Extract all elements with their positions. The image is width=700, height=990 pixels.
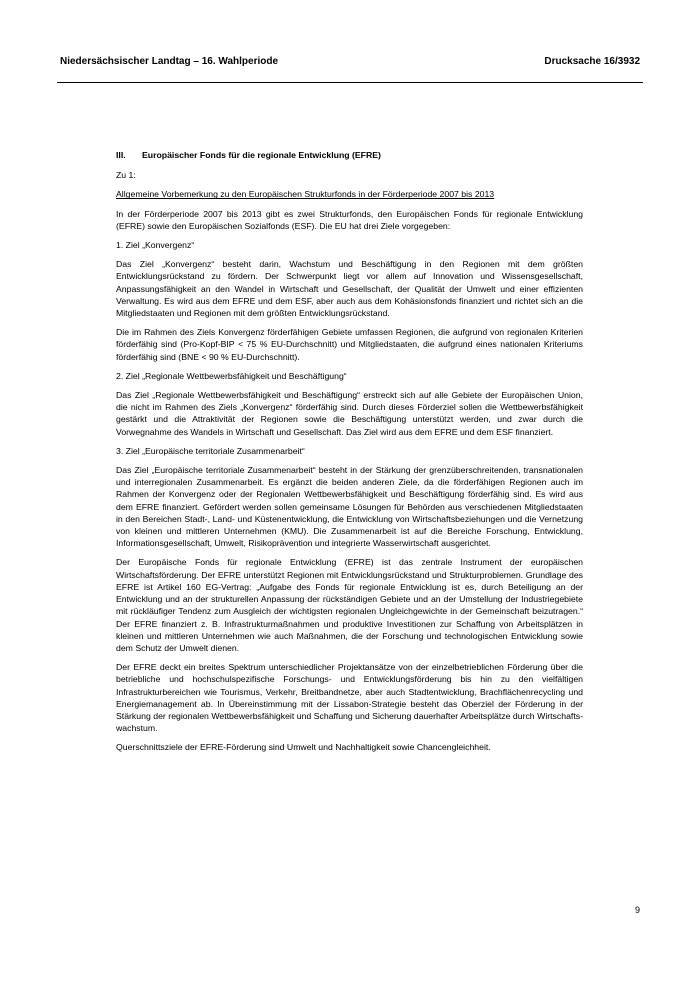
header-parliament-title: Niedersächsischer Landtag – 16. Wahlperiode: [60, 56, 279, 67]
header-document-number: Drucksache 16/3932: [544, 56, 640, 67]
zu-label: Zu 1:: [116, 170, 136, 181]
document-body: [116, 149, 583, 761]
paragraph: Der EFRE deckt ein breites Spektrum unterschiedlicher Projektansätze von der einzelbetrieblichen Förderung über die betriebliche und hochschulspezifische Forschungs- und Entwicklungsförderung bis hin zu den vielfältigen Infrastrukturbereichen wie Tourismus, Verkehr, Breitbandnetze, aber auch Stadtentwicklung, Brachflächenrecycling und Energiemanagement ab. In Übereinstimmung mit der Lissabon-Strategie besteht das Oberziel der Förderung in der Stärkung der regionalen Wettbewerbsfähigkeit und Schaffung und Sicherung dauerhafter Arbeitsplätze durch Wirtschaftswachstum.: [116, 662, 583, 734]
section-title: Europäischer Fonds für die regionale Entwicklung (EFRE): [142, 150, 381, 160]
section-heading: [116, 149, 583, 161]
paragraph: Der Europäische Fonds für regionale Entwicklung (EFRE) ist das zentrale Instrument der europäischen Wirtschaftsförderung. Der EFRE unterstützt Regionen mit Entwicklungsrückstand und Strukturproblemen. Grundlage des EFRE ist Artikel 160 EG-Vertrag: „Aufgabe des Fonds für regionale Entwicklung ist es, durch Beteiligung an der Entwicklung und an der strukturellen Anpassung der rückständigen Gebiete und an der Umstellung der Industriegebiete mit rückläufiger Tendenz zum Ausgleich der wichtigsten regionalen Ungleichgewichte in der Gemeinschaft beizutragen.“ Der EFRE finanziert z. B. Infrastrukturmaßnahmen und produktive Investitionen zur Schaffung von Arbeitsplätzen in kleinen und mittleren Unternehmen wie auch Maßnahmen, die der Forschung und technologischen Entwicklung sowie dem Schutz der Umwelt dienen.: [116, 557, 583, 653]
goal-heading-convergence: 1. Ziel „Konvergenz“: [116, 240, 195, 251]
paragraph: In der Förderperiode 2007 bis 2013 gibt es zwei Strukturfonds, den Europäischen Fonds für regionale Entwicklung (EFRE) sowie den Europäischen Sozialfonds (ESF). Die EU hat drei Ziele vorgegeben:: [116, 208, 583, 231]
header-divider: [57, 82, 643, 83]
paragraph: Das Ziel „Konvergenz“ besteht darin, Wachstum und Beschäftigung in den Regionen mit dem größten Entwicklungsrückstand zu fördern. Der Schwerpunkt liegt vor allem auf Innovation und Wissensgesellschaft, Anpassungsfähigkeit an den Wandel in Wirtschaft und Gesellschaft, der Qualität der Umwelt und einer effizienten Verwaltung. Es wird aus dem EFRE und dem ESF, aber auch aus dem Kohäsionsfonds finanziert und richtet sich an die Mitgliedstaaten und Regionen mit dem größten Entwicklungsrückstand.: [116, 259, 583, 319]
paragraph: Die im Rahmen des Ziels Konvergenz förderfähigen Gebiete umfassen Regionen, die aufgrund von regionalen Kriterien förderfähig sind (Pro-Kopf-BIP < 75 % EU-Durchschnitt) und Mitgliedstaaten, die aufgrund eines nationalen Kriteriums förderfähig sind (BNE < 90 % EU-Durchschnitt).: [116, 327, 583, 362]
section-number: III.: [116, 150, 126, 160]
paragraph: Das Ziel „Europäische territoriale Zusammenarbeit“ besteht in der Stärkung der grenzüberschreitenden, transnationalen und interregionalen Zusammenarbeit. Es ergänzt die beiden anderen Ziele, da die förderfähigen Regionen auch im Rahmen der Konvergenz oder der Regionalen Wettbewerbsfähigkeit und Beschäftigung förderfähig sind. Es wird aus dem EFRE finanziert. Gefördert werden sollen gemeinsame Lösungen für Behörden aus verschiedenen Mitgliedstaaten in den Bereichen Stadt-, Land- und Küstenentwicklung, die Entwicklung von Wirtschaftsbeziehungen und die Vernetzung von kleinen und mittleren Unternehmen (KMU). Die Zusammenarbeit ist auf die Bereiche Forschung, Entwicklung, Informationsgesellschaft, Umwelt, Risikoprävention und integrierte Wasserwirtschaft ausgerichtet.: [116, 465, 583, 549]
page-number: 9: [634, 905, 640, 915]
goal-heading-competitiveness: 2. Ziel „Regionale Wettbewerbsfähigkeit und Beschäftigung“: [116, 370, 347, 381]
paragraph: Querschnittsziele der EFRE-Förderung sind Umwelt und Nachhaltigkeit sowie Chancengleichheit.: [116, 742, 491, 753]
paragraph: Das Ziel „Regionale Wettbewerbsfähigkeit und Beschäftigung“ erstreckt sich auf alle Gebiete der Europäischen Union, die nicht im Rahmen des Ziels „Konvergenz“ förderfähig sind. Durch dieses Förderziel sollen die Wettbewerbsfähigkeit gestärkt und die Attraktivität der Regionen sowie die Beschäftigung unterstützt werden, und zwar durch die Vorwegnahme des Wandels in Wirtschaft und Gesellschaft. Das Ziel wird aus dem EFRE und dem ESF finanziert.: [116, 390, 583, 437]
subsection-title: Allgemeine Vorbemerkung zu den Europäischen Strukturfonds in der Förderperiode 2007 bis 2013: [116, 189, 495, 200]
goal-heading-cooperation: 3. Ziel „Europäische territoriale Zusammenarbeit“: [116, 445, 305, 456]
